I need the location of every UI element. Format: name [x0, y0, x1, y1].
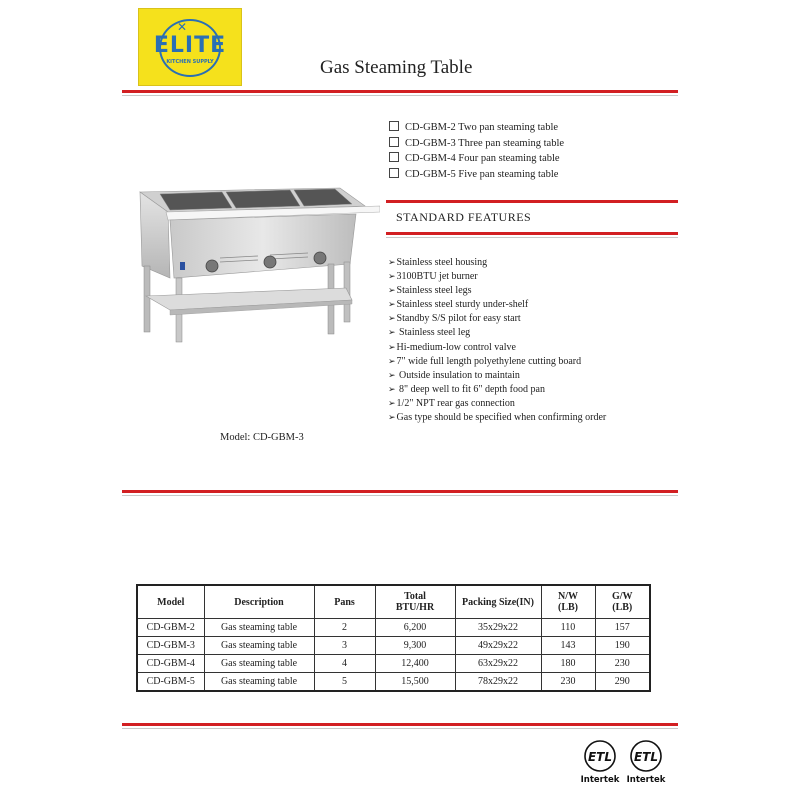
table-row [137, 673, 650, 692]
cell-model: CD-GBM-2 [137, 619, 204, 637]
logo-name: ELITE [153, 33, 227, 58]
checkbox-icon[interactable] [389, 168, 399, 178]
document-title: Gas Steaming Table [320, 57, 473, 78]
cell-btu: 6,200 [375, 619, 455, 637]
cell-gross-weight: 290 [595, 673, 650, 692]
arrow-bullet-icon: ➢ [388, 328, 396, 339]
column-header: Model [137, 585, 204, 619]
feature-item: ➢3100BTU jet burner [388, 271, 478, 283]
cell-net-weight: 180 [541, 655, 595, 673]
features-divider-top [386, 200, 678, 203]
spec-table [136, 584, 651, 692]
table-row [137, 637, 650, 655]
table-row [137, 619, 650, 637]
feature-item: ➢ Outside insulation to maintain [388, 369, 520, 381]
etl-certification-marks [580, 738, 670, 786]
elite-logo [138, 8, 242, 86]
arrow-bullet-icon: ➢ [388, 370, 396, 381]
model-list [389, 120, 564, 182]
svg-text:Intertek: Intertek [626, 775, 666, 785]
arrow-bullet-icon: ➢ [388, 342, 396, 353]
arrow-bullet-icon: ➢ [388, 314, 396, 325]
cell-packing-size: 78x29x22 [455, 673, 541, 692]
table-row [137, 655, 650, 673]
checkbox-icon[interactable] [389, 137, 399, 147]
cell-net-weight: 110 [541, 619, 595, 637]
cell-pans: 5 [314, 673, 375, 692]
arrow-bullet-icon: ➢ [388, 384, 396, 395]
column-header: Pans [314, 585, 375, 619]
cell-description: Gas steaming table [204, 673, 314, 692]
crossed-utensils-icon: ✕ [177, 20, 188, 34]
cell-gross-weight: 230 [595, 655, 650, 673]
features-heading: STANDARD FEATURES [396, 210, 532, 224]
feature-list [388, 256, 606, 425]
top-divider [122, 90, 678, 93]
logo-subtitle: KITCHEN SUPPLY [166, 59, 214, 65]
top-divider-shadow [122, 95, 678, 96]
cell-description: Gas steaming table [204, 637, 314, 655]
arrow-bullet-icon: ➢ [388, 356, 396, 367]
features-divider-bottom [386, 232, 678, 235]
table-header-row [137, 585, 650, 619]
column-header: N/W (LB) [541, 585, 595, 619]
cell-gross-weight: 190 [595, 637, 650, 655]
arrow-bullet-icon: ➢ [388, 272, 396, 283]
checkbox-icon[interactable] [389, 121, 399, 131]
middle-divider-shadow [122, 495, 678, 496]
cell-net-weight: 143 [541, 637, 595, 655]
cell-pans: 2 [314, 619, 375, 637]
cell-description: Gas steaming table [204, 619, 314, 637]
cell-net-weight: 230 [541, 673, 595, 692]
etl-mark-icon [581, 741, 620, 785]
etl-mark-icon [627, 741, 666, 785]
cell-packing-size: 35x29x22 [455, 619, 541, 637]
arrow-bullet-icon: ➢ [388, 413, 396, 424]
cell-model: CD-GBM-5 [137, 673, 204, 692]
feature-item: ➢Hi-medium-low control valve [388, 341, 516, 353]
feature-item: ➢Stainless steel housing [388, 257, 488, 268]
checkbox-icon[interactable] [389, 152, 399, 162]
model-option[interactable]: CD-GBM-4 Four pan steaming table [389, 151, 564, 167]
arrow-bullet-icon: ➢ [388, 300, 396, 311]
product-caption: Model: CD-GBM-3 [220, 432, 304, 443]
column-header: Total BTU/HR [375, 585, 455, 619]
svg-text:ETL: ETL [633, 750, 659, 764]
bottom-divider [122, 723, 678, 726]
cell-gross-weight: 157 [595, 619, 650, 637]
feature-item: ➢Stainless steel sturdy under-shelf [388, 299, 529, 311]
feature-item: ➢1/2" NPT rear gas connection [388, 397, 515, 409]
middle-divider [122, 490, 678, 493]
cell-packing-size: 49x29x22 [455, 637, 541, 655]
column-header: G/W (LB) [595, 585, 650, 619]
arrow-bullet-icon: ➢ [388, 398, 396, 409]
cell-pans: 3 [314, 637, 375, 655]
cell-model: CD-GBM-3 [137, 637, 204, 655]
steam-table-product-image [130, 178, 380, 346]
feature-item: ➢7" wide full length polyethylene cutting board [388, 355, 582, 367]
cell-description: Gas steaming table [204, 655, 314, 673]
column-header: Packing Size(IN) [455, 585, 541, 619]
bottom-divider-shadow [122, 728, 678, 729]
cell-packing-size: 63x29x22 [455, 655, 541, 673]
feature-item: ➢Gas type should be specified when confirming order [388, 412, 607, 424]
cell-btu: 9,300 [375, 637, 455, 655]
features-divider-shadow [386, 237, 678, 238]
feature-item: ➢ 8" deep well to fit 6" depth food pan [388, 383, 545, 395]
svg-text:ETL: ETL [587, 750, 613, 764]
feature-item: ➢ Stainless steel leg [388, 327, 471, 339]
svg-text:Intertek: Intertek [580, 775, 620, 785]
column-header: Description [204, 585, 314, 619]
cell-btu: 15,500 [375, 673, 455, 692]
cell-model: CD-GBM-4 [137, 655, 204, 673]
feature-item: ➢Standby S/S pilot for easy start [388, 313, 521, 325]
arrow-bullet-icon: ➢ [388, 286, 396, 297]
arrow-bullet-icon: ➢ [388, 258, 396, 268]
model-option[interactable]: CD-GBM-5 Five pan steaming table [389, 167, 564, 183]
feature-item: ➢Stainless steel legs [388, 285, 472, 297]
cell-btu: 12,400 [375, 655, 455, 673]
model-option[interactable]: CD-GBM-2 Two pan steaming table [389, 120, 564, 136]
model-option[interactable]: CD-GBM-3 Three pan steaming table [389, 136, 564, 152]
cell-pans: 4 [314, 655, 375, 673]
